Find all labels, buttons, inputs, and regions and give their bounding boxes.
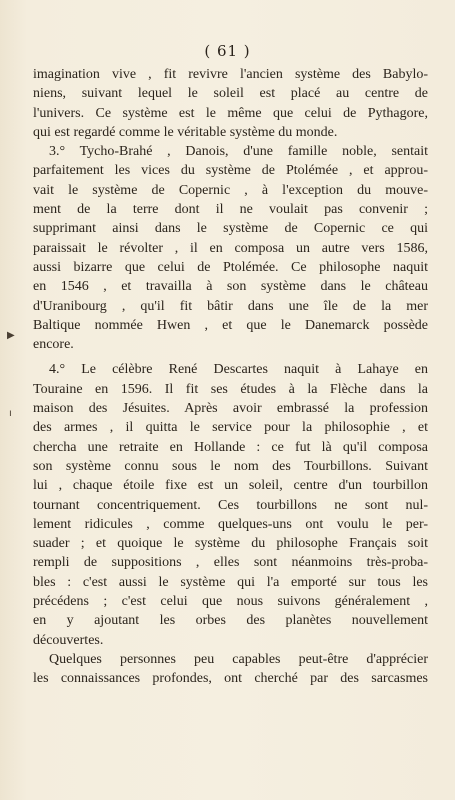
text-line: Baltique nommée Hwen , et que le Danemarck possède [33,317,428,333]
text-line: précédens ; c'est celui que nous suivons généralement , [33,594,428,610]
text-line: d'Uranibourg , qu'il fit bâtir dans une île de la mer [33,298,428,314]
text-line: l'univers. Ce système est le même que celui de Pythagore, [33,105,428,121]
margin-mark: ı [9,408,12,419]
text-line: ment de la terre dont il ne voulait pas convenir ; [33,202,428,218]
text-line: rempli de suppositions , elles sont néanmoins très-proba- [33,555,428,571]
text-line: découvertes. [33,632,104,648]
page-number: ( 61 ) [204,42,251,60]
text-line: maison des Jésuites. Après avoir embrassé la profession [33,401,428,417]
text-line: en 1546 , et travailla à son système dans le château [33,279,428,295]
text-line: lement ridicules , comme quelques-uns ont voulu le per- [33,516,428,532]
text-line: vait le système de Copernic , à l'exception du mouve- [33,182,428,198]
text-line: lui , chaque étoile fixe est un soleil, centre d'un tourbillon [33,478,428,494]
text-line: aussi bizarre que celui de Ptolémée. Ce philosophe naquit [33,259,428,275]
text-line: 3.° Tycho-Brahé , Danois, d'une famille noble, sentait [49,144,428,160]
text-line: 4.° Le célèbre René Descartes naquit à Lahaye en [49,362,428,378]
text-line: les connaissances profondes, ont cherché par des sarcasmes [33,671,428,687]
text-line: des armes , il quitta le service pour la philosophie , et [33,420,428,436]
text-line: son système connu sous le nom des Tourbillons. Suivant [33,458,428,474]
text-line: niens, suivant lequel le soleil est placé au centre de [33,86,428,102]
text-line: qui est regardé comme le véritable système du monde. [33,124,338,140]
text-line: encore. [33,337,74,353]
body-text [33,65,428,689]
text-line: tournant concentriquement. Ces tourbillons ne sont nul- [33,497,428,513]
text-line: Touraine en 1596. Il fit ses études à la Flèche dans la [33,381,428,397]
text-line: parfaitement les vices du système de Ptolémée , et approu- [33,163,428,179]
text-line: suader ; et quoique le système du philosophe Français soit [33,536,428,552]
text-line: Quelques personnes peu capables peut-être d'apprécier [49,651,428,667]
text-line: supprimant ainsi dans le système de Copernic ce qui [33,221,428,237]
text-line: bles : c'est aussi le système qui l'a emporté sur tous les [33,574,428,590]
margin-mark: ▶ [7,330,15,341]
text-line: en y ajoutant les orbes des planètes nouvellement [33,613,428,629]
text-line: chercha une retraite en Hollande : ce fut là qu'il composa [33,439,428,455]
text-line: imagination vive , fit revivre l'ancien système des Babylo- [33,67,428,82]
text-line: paraissait le révolter , il en composa un autre vers 1586, [33,240,428,256]
